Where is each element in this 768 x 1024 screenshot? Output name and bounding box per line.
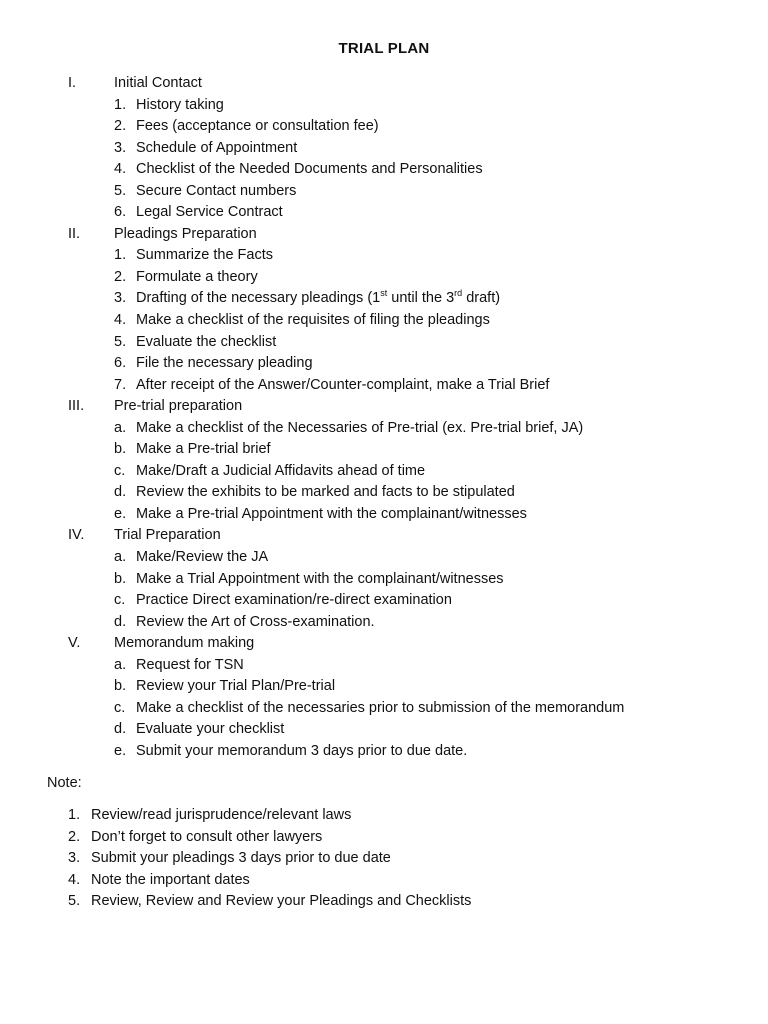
item-text: Review the Art of Cross-examination. [136, 613, 375, 630]
item-text: History taking [136, 96, 224, 113]
item-text: Make a Pre-trial brief [136, 441, 271, 458]
section-item [0, 676, 768, 698]
note-heading: Note: [47, 775, 82, 791]
item-marker: e. [114, 742, 127, 759]
item-marker: 3. [114, 290, 127, 307]
item-text: Make a Pre-trial Appointment with the complainant/witnesses [136, 505, 527, 522]
item-text: Practice Direct examination/re-direct examination [136, 592, 452, 609]
item-text: Evaluate the checklist [136, 333, 277, 350]
section-item [0, 418, 768, 440]
section-item [0, 288, 768, 310]
section-item [0, 267, 768, 289]
item-marker: a. [114, 549, 127, 566]
note-text: Review, Review and Review your Pleadings and Checklists [91, 893, 472, 910]
item-text: Formulate a theory [136, 268, 258, 285]
item-marker: b. [114, 678, 127, 695]
item-text: Make/Draft a Judicial Affidavits ahead of time [136, 462, 426, 479]
item-text: After receipt of the Answer/Counter-complaint, make a Trial Brief [136, 376, 550, 393]
note-text: Don’t forget to consult other lawyers [91, 828, 323, 845]
section-title: Initial Contact [114, 75, 202, 91]
text-part: Drafting of the necessary pleadings (1 [136, 290, 381, 307]
note-text: Review/read jurisprudence/relevant laws [91, 807, 352, 823]
section-item [0, 353, 768, 375]
note-item [0, 848, 768, 870]
section-item [0, 741, 768, 763]
item-text [136, 288, 500, 310]
superscript: st [380, 287, 388, 298]
section-item [0, 245, 768, 267]
section-item [0, 116, 768, 138]
section-item [0, 332, 768, 354]
item-marker: 1. [114, 247, 127, 264]
section-item [0, 181, 768, 203]
note-item [0, 805, 768, 827]
section-item [0, 202, 768, 224]
outline-sections [0, 73, 768, 763]
section-item [0, 375, 768, 397]
item-marker: 6. [114, 204, 127, 221]
item-marker: 4. [114, 161, 127, 178]
section-item [0, 310, 768, 332]
item-marker: c. [114, 462, 126, 479]
notes-list [0, 805, 768, 913]
note-marker: 1. [68, 807, 81, 823]
note-item [0, 870, 768, 892]
section-item [0, 504, 768, 526]
item-marker: c. [114, 592, 126, 609]
item-marker: 6. [114, 355, 127, 372]
section-title: Pre-trial preparation [114, 398, 243, 415]
item-marker: c. [114, 699, 126, 716]
item-marker: b. [114, 441, 127, 458]
text-part: until the 3 [387, 290, 455, 307]
item-text: Make a checklist of the Necessaries of Pre-trial (ex. Pre-trial brief, JA) [136, 419, 584, 436]
text-part: draft) [462, 290, 501, 307]
section-item [0, 655, 768, 677]
item-text: Secure Contact numbers [136, 182, 297, 199]
item-marker: a. [114, 656, 127, 673]
section-item [0, 590, 768, 612]
item-marker: 7. [114, 376, 127, 393]
section-item [0, 159, 768, 181]
item-text: Make a checklist of the necessaries prior to submission of the memorandum [136, 699, 625, 716]
section-item [0, 482, 768, 504]
section-item [0, 138, 768, 160]
item-marker: 1. [114, 96, 127, 113]
section-item [0, 95, 768, 117]
item-marker: 2. [114, 268, 127, 285]
item-text: Submit your memorandum 3 days prior to due date. [136, 742, 468, 759]
item-text: Review the exhibits to be marked and facts to be stipulated [136, 484, 515, 501]
item-text: Make/Review the JA [136, 549, 269, 566]
item-text: Fees (acceptance or consultation fee) [136, 118, 379, 135]
item-marker: 4. [114, 312, 127, 329]
note-marker: 3. [68, 850, 81, 867]
section-header [0, 224, 768, 246]
item-marker: e. [114, 505, 127, 522]
section-number: IV. [68, 527, 85, 544]
item-text: Make a checklist of the requisites of filing the pleadings [136, 312, 490, 329]
item-text: Schedule of Appointment [136, 139, 298, 156]
section-item [0, 461, 768, 483]
note-item [0, 891, 768, 913]
item-marker: a. [114, 419, 127, 436]
item-text: Review your Trial Plan/Pre-trial [136, 678, 336, 695]
section-number: II. [68, 225, 81, 242]
item-marker: 3. [114, 139, 127, 156]
section-item [0, 698, 768, 720]
item-text: Request for TSN [136, 656, 244, 673]
note-marker: 5. [68, 893, 81, 910]
note-marker: 2. [68, 828, 81, 845]
note-marker: 4. [68, 871, 81, 888]
item-marker: b. [114, 570, 127, 587]
section-header [0, 73, 768, 95]
item-text: Checklist of the Needed Documents and Personalities [136, 161, 483, 178]
section-title: Memorandum making [114, 635, 255, 652]
section-item [0, 612, 768, 634]
section-number: III. [68, 398, 85, 415]
section-title: Trial Preparation [114, 527, 221, 544]
section-header [0, 633, 768, 655]
superscript: rd [454, 287, 463, 298]
item-text: Legal Service Contract [136, 204, 283, 221]
item-text: Summarize the Facts [136, 247, 273, 264]
note-text: Note the important dates [91, 871, 250, 888]
section-title: Pleadings Preparation [114, 225, 257, 242]
section-number: V. [68, 635, 81, 652]
item-marker: 5. [114, 333, 127, 350]
section-item [0, 719, 768, 741]
note-text: Submit your pleadings 3 days prior to due date [91, 850, 391, 867]
section-item [0, 439, 768, 461]
section-header [0, 396, 768, 418]
section-header [0, 525, 768, 547]
item-marker: d. [114, 721, 127, 738]
item-marker: d. [114, 613, 127, 630]
section-item [0, 569, 768, 591]
item-marker: d. [114, 484, 127, 501]
item-text: Make a Trial Appointment with the complainant/witnesses [136, 570, 504, 587]
document-title: TRIAL PLAN [338, 40, 430, 57]
note-item [0, 827, 768, 849]
section-item [0, 547, 768, 569]
item-marker: 5. [114, 182, 127, 199]
item-marker: 2. [114, 118, 127, 135]
item-text: Evaluate your checklist [136, 721, 285, 738]
section-number: I. [68, 75, 77, 91]
item-text: File the necessary pleading [136, 355, 313, 372]
